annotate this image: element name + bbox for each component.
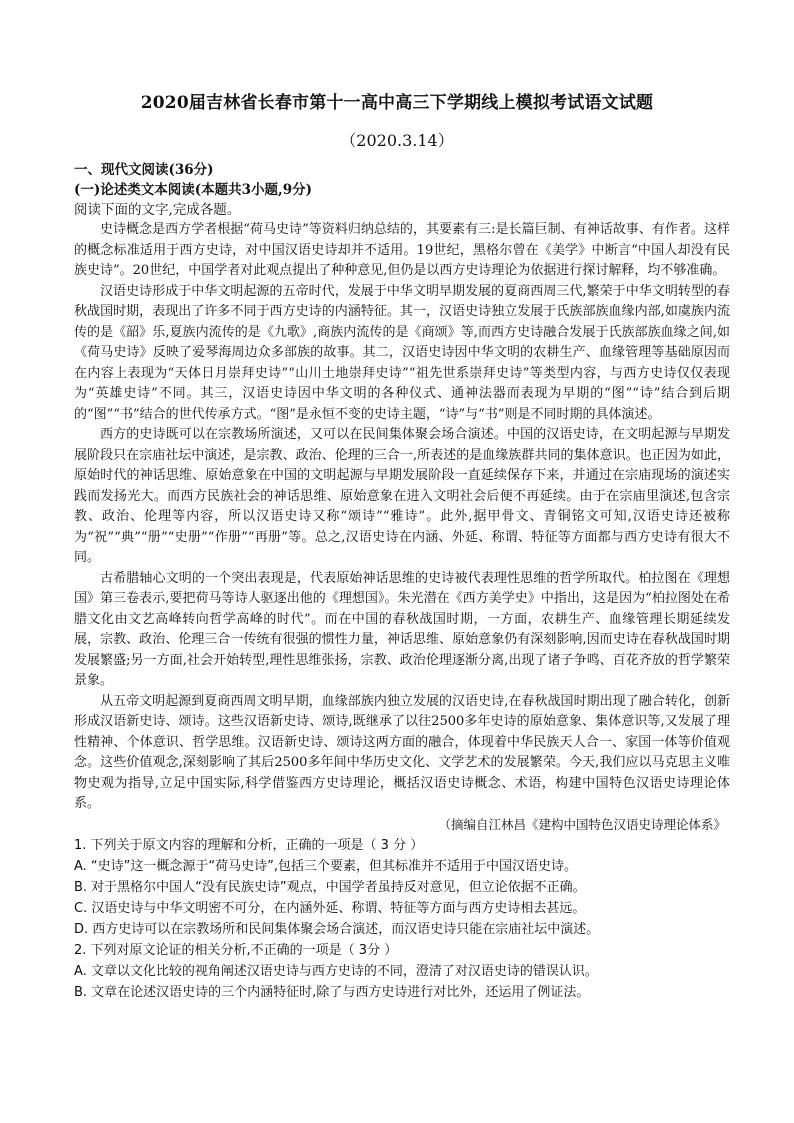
passage-paragraph: 西方的史诗既可以在宗教场所演述，又可以在民间集体聚会场合演述。中国的汉语史诗，在文明起源与早期发展阶段只在宗庙社坛中演述，是宗教、政治、伦理的三合一,所表述的是血缘族群共同的集体意识。也正因为如此，原始时代的神话思维、原始意象在中国的文明起源与早期发展阶段一直延续保存下来，并通过在宗庙现场的演述实践而发扬光大。而西方民族社会的神话思维、原始意象在进入文明社会后便不再延续。由于在宗庙里演述,包含宗教、政治、伦理等内容，所以汉语史诗又称“颂诗”“雅诗”。此外,据甲骨文、青铜铭文可知,汉语史诗还被称为“祝”“典”“册”“史册”“作册”“再册”等。总之,汉语史诗在内涵、外延、称谓、特征等方面都与西方史诗有很大不同。 <box>74 427 730 565</box>
passage-paragraph: 史诗概念是西方学者根据“荷马史诗”等资料归纳总结的，其要素有三:是长篇巨制、有神话故事、有作者。这样的概念标准适用于西方史诗，对中国汉语史诗却并不适用。19世纪，黑格尔曾在《美学》中断言“中国人却没有民族史诗”。20世纪，中国学者对此观点提出了种种意见,但仍是以西方史诗理论为依据进行探讨解释，均不够准确。 <box>74 222 730 278</box>
section-subheading: (一)论述类文本阅读(本题共3小题,9分) <box>74 182 313 198</box>
answer-option: B. 文章在论述汉语史诗的三个内涵特征时,除了与西方史诗进行对比外，还运用了例证法。 <box>74 984 590 1000</box>
answer-option: D. 西方史诗可以在宗教场所和民间集体聚会场合演述，而汉语史诗只能在宗庙社坛中演述。 <box>74 921 600 937</box>
passage-paragraph: 从五帝文明起源到夏商西周文明早期，血缘部族内独立发展的汉语史诗,在春秋战国时期出现了融合转化，创新形成汉语新史诗、颂诗。这些汉语新史诗、颂诗,既继承了以往2500多年史诗的原始意象、集体意识等,又发展了理性精神、个体意识、哲学思维。汉语新史诗、颂诗这两方面的融合，体现着中华民族天人合一、家国一体等价值观念。这些价值观念,深刻影响了其后2500多年间中华历史文化、文学艺术的发展繁荣。今天,我们应以马克思主义唯物史观为指导,立足中国实际,科学借鉴西方史诗理论，概括汉语史诗概念、术语，构建中国特色汉语史诗理论体系。 <box>74 693 730 811</box>
section-heading: 一、现代文阅读(36分) <box>74 162 214 178</box>
passage-paragraph: 古希腊轴心文明的一个突出表现是，代表原始神话思维的史诗被代表理性思维的哲学所取代。柏拉图在《理想国》第三卷表示,要把荷马等诗人驱逐出他的《理想国》。朱光潜在《西方美学史》中指出，这是因为“柏拉图处在希腊文化由文艺高峰转向哲学高峰的时代”。而在中国的春秋战国时期，一方面，农耕生产、血缘管理长期延续发展，宗教、政治、伦理三合一传统有很强的惯性力量，神话思维、原始意象仍有深刻影响,因而史诗在春秋战国时期发展繁盛;另一方面,社会开始转型,理性思维张扬，宗教、政治伦理逐渐分离,出现了诸子争鸣、百花齐放的哲学繁荣景象。 <box>74 570 730 688</box>
reading-passage <box>74 220 730 835</box>
question-2 <box>74 940 730 1003</box>
question-stem: 2. 下列对原文论证的相关分析,不正确的一项是（ 3分 ） <box>74 942 398 958</box>
answer-option: A. “史诗”这一概念源于“荷马史诗”,包括三个要素，但其标准并不适用于中国汉语史诗。 <box>74 858 578 874</box>
answer-option: C. 汉语史诗与中华文明密不可分，在内涵外延、称谓、特征等方面与西方史诗相去甚远。 <box>74 900 586 916</box>
section-instruction: 阅读下面的文字,完成各题。 <box>74 202 241 218</box>
exam-title: 2020届吉林省长春市第十一高中高三下学期线上模拟考试语文试题 <box>140 93 654 113</box>
question-1 <box>74 835 730 940</box>
passage-source: （摘编自江林昌《建构中国特色汉语史诗理论体系》 <box>438 816 726 832</box>
exam-date: （2020.3.14） <box>340 131 454 150</box>
question-stem: 1. 下列关于原文内容的理解和分析，正确的一项是（ 3 分 ） <box>74 837 424 853</box>
answer-option: B. 对于黑格尔中国人“没有民族史诗”观点，中国学者虽持反对意见，但立论依据不正确。 <box>74 879 586 895</box>
passage-paragraph: 汉语史诗形成于中华文明起源的五帝时代，发展于中华文明早期发展的夏商西周三代,繁荣于中华文明转型的春秋战国时期，表现出了许多不同于西方史诗的内涵特征。其一，汉语史诗独立发展于氏族部族血缘内部,如虞族内流传的是《韶》乐,夏族内流传的是《九歌》,商族内流传的是《商颂》等,而西方史诗融合发展于氏族部族血缘之间,如《荷马史诗》反映了爱琴海周边众多部族的故事。其二，汉语史诗因中华文明的农耕生产、血缘管理等基础原因而在内容上表现为“天体日月崇拜史诗”“山川土地崇拜史诗”“祖先世系崇拜史诗”等类型内容，与西方史诗仅仅表现为“英雄史诗”不同。其三，汉语史诗因中华文明的各种仪式、通神法器而表现为早期的“图”“诗”结合到后期的“图”“书”结合的世代传承方式。“图”是永恒不变的史诗主题，“诗”与“书”则是不同时期的具体演述。 <box>74 283 730 422</box>
exam-content <box>74 160 730 1003</box>
answer-option: A. 文章以文化比较的视角阐述汉语史诗与西方史诗的不同，澄清了对汉语史诗的错误认识。 <box>74 963 598 979</box>
